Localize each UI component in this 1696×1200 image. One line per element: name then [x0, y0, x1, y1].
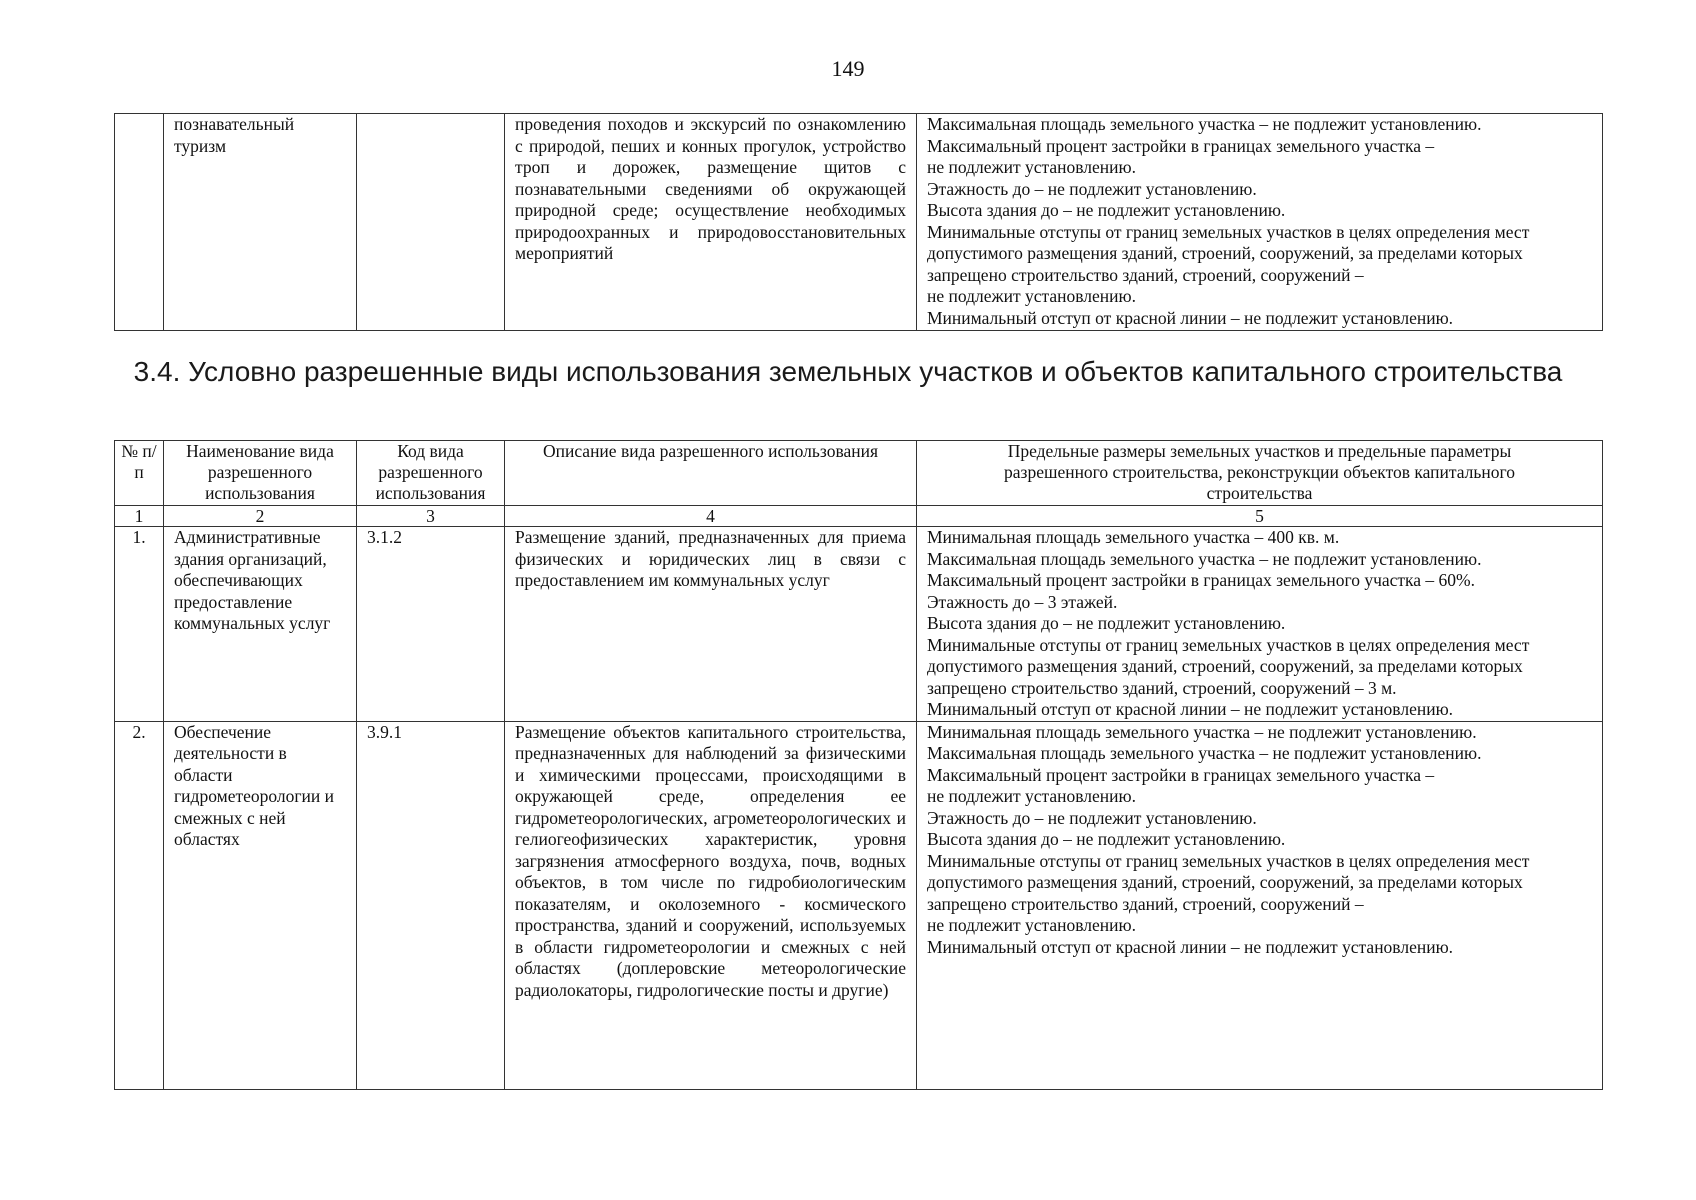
table-row: [115, 114, 1603, 331]
header-code: Код вида разрешенного использования: [357, 441, 505, 506]
page-number: 149: [831, 56, 865, 81]
header-num: № п/п: [115, 441, 164, 506]
header-description: Описание вида разрешенного использования: [505, 441, 917, 506]
row-number-cell: 2.: [115, 721, 164, 1089]
use-description-cell: проведения походов и экскурсий по ознакомлению с природой, пеших и конных прогулок, устройство троп и дорожек, размещение щитов с познавательными сведениями об окружающей природной среде; осуществление необходимых природоохранных и природовосстановительных мероприятий: [505, 114, 917, 331]
table-row: [115, 721, 1603, 1089]
column-number: 2: [164, 506, 357, 527]
column-number: 4: [505, 506, 917, 527]
row-number-cell: [115, 114, 164, 331]
column-number-row: [115, 506, 1603, 527]
column-number: 1: [115, 506, 164, 527]
use-name-cell: Административные здания организаций, обеспечивающих предоставление коммунальных услуг: [164, 527, 357, 722]
use-code-cell: 3.9.1: [357, 721, 505, 1089]
use-code-cell: [357, 114, 505, 331]
use-params-cell: Минимальная площадь земельного участка – 400 кв. м. Максимальная площадь земельного участка – не подлежит установлению. Максимальный процент застройки в границах земельного участка – 60%. Этажность до – 3 этажей. Высота здания до – не подлежит установлению. Минимальные отступы от границ земельных участков в целях определения мест допустимого размещения зданий, строений, сооружений, за пределами которых запрещено строительство зданий, строений, сооружений – 3 м. Минимальный отступ от красной линии – не подлежит установлению.: [917, 527, 1603, 722]
table-row: [115, 527, 1603, 722]
row-number-cell: 1.: [115, 527, 164, 722]
use-code-cell: 3.1.2: [357, 527, 505, 722]
column-number: 5: [917, 506, 1603, 527]
continuation-table: [114, 113, 1603, 331]
header-params: Предельные размеры земельных участков и предельные параметры разрешенного строительства, реконструкции объектов капитального строительства: [917, 441, 1603, 506]
use-description-cell: Размещение зданий, предназначенных для приема физических и юридических лиц в связи с предоставлением им коммунальных услуг: [505, 527, 917, 722]
use-description-cell: Размещение объектов капитального строительства, предназначенных для наблюдений за физическими и химическими процессами, происходящими в окружающей среде, определения ее гидрометеорологических, агрометеорологических и гелиогеофизических характеристик, уровня загрязнения атмосферного воздуха, почв, водных объектов, в том числе по гидробиологическим показателям, и околоземного - космического пространства, зданий и сооружений, используемых в области гидрометеорологии и смежных с ней областях (доплеровские метеорологические радиолокаторы, гидрологические посты и другие): [505, 721, 917, 1089]
header-name: Наименование вида разрешенного использования: [164, 441, 357, 506]
header-row: [115, 441, 1603, 506]
use-params-cell: Минимальная площадь земельного участка – не подлежит установлению. Максимальная площадь земельного участка – не подлежит установлению. Максимальный процент застройки в границах земельного участка – не подлежит установлению. Этажность до – не подлежит установлению. Высота здания до – не подлежит установлению. Минимальные отступы от границ земельных участков в целях определения мест допустимого размещения зданий, строений, сооружений, за пределами которых запрещено строительство зданий, строений, сооружений – не подлежит установлению. Минимальный отступ от красной линии – не подлежит установлению.: [917, 721, 1603, 1089]
use-name-cell: Обеспечение деятельности в области гидрометеорологии и смежных с ней областях: [164, 721, 357, 1089]
use-name-cell: познавательный туризм: [164, 114, 357, 331]
column-number: 3: [357, 506, 505, 527]
conditional-uses-table: [114, 440, 1603, 1090]
section-heading: 3.4. Условно разрешенные виды использования земельных участков и объектов капитального строительства: [133, 356, 1563, 387]
use-params-cell: Максимальная площадь земельного участка – не подлежит установлению. Максимальный процент застройки в границах земельного участка – не подлежит установлению. Этажность до – не подлежит установлению. Высота здания до – не подлежит установлению. Минимальные отступы от границ земельных участков в целях определения мест допустимого размещения зданий, строений, сооружений, за пределами которых запрещено строительство зданий, строений, сооружений – не подлежит установлению. Минимальный отступ от красной линии – не подлежит установлению.: [917, 114, 1603, 331]
